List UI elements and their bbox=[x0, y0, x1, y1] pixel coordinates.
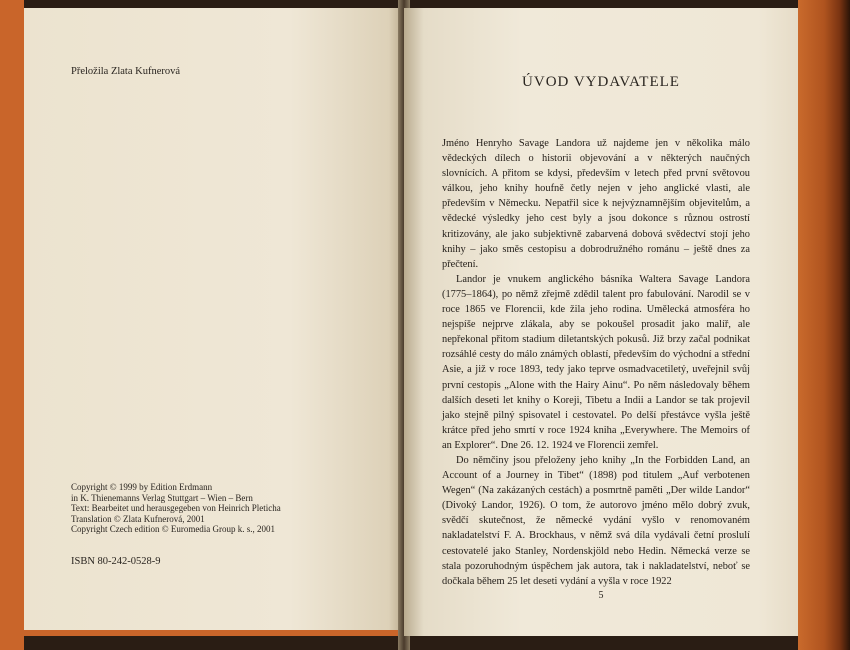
body-text bbox=[442, 136, 750, 589]
cover-edge-right bbox=[798, 0, 850, 650]
copyright-line: Copyright Czech edition © Euromedia Group k. s., 2001 bbox=[71, 524, 276, 535]
page-number: 5 bbox=[598, 590, 604, 601]
paragraph: Landor je vnukem anglického básníka Waltera Savage Landora (1775–1864), po němž zřejmě zdědil talent pro fabulování. Narodil se v roce 1865 ve Florencii, kde žila jeho rodina. Umělecká atmosféra ho nejspíše nejprve zlákala, aby se pokoušel prosadit jako malíř, ale nepřekonal přitom stadium diletantských pokusů. Již brzy začal podnikat rozsáhlé cesty do málo známých oblastí, především do východní a střední Asie, a již v roce 1893, tedy jako teprve osmadvacetiletý, uveřejnil svůj první cestopis „Alone with the Hairy Ainu“. Po něm následovaly během dalších deseti let knihy o Koreji, Tibetu a Indii a Landor se tak projevil jako stejně pilný spisovatel i cestovatel. Po delší přestávce vyšla ještě krátce před jeho smrtí v roce 1924 kniha „Everywhere. The Memoirs of an Explorer“. Dne 26. 12. 1924 ve Florencii zemřel. bbox=[442, 273, 750, 451]
isbn: ISBN 80-242-0528-9 bbox=[71, 556, 161, 567]
right-page bbox=[404, 8, 798, 636]
left-page bbox=[24, 8, 404, 636]
copyright-line: Text: Bearbeitet und herausgegeben von Heinrich Pleticha bbox=[71, 503, 281, 514]
paragraph: Jméno Henryho Savage Landora už najdeme jen v několika málo vědeckých dílech o historii objevování a v některých naučných slovnících. A přitom se kdysi, především v letech před první světovou válkou, jeho knihy houfně četly nejen v jeho anglické vlasti, ale především v Německu. Nepatřil sice k nejvýznamnějším objevitelům, a vědecké výsledky jeho cest byly a jsou dokonce s různou ostrostí kritizovány, ale jako subjektivně zabarvená dobová svědectví stojí jeho knihy – jako směs cestopisu a dobrodružného románu – ještě dnes za přečtení. bbox=[442, 138, 750, 270]
copyright-line: Copyright © 1999 by Edition Erdmann bbox=[71, 482, 213, 492]
chapter-title: ÚVOD VYDAVATELE bbox=[522, 74, 680, 90]
paragraph: Do němčiny jsou přeloženy jeho knihy „In the Forbidden Land, an Account of a Journey in Tibet“ (1898) pod titulem „Auf verbotenen Wegen“ (Na zakázaných cestách) a posmrtně paměti „Der wilde Landor“ (Divoký Landor, 1926). O tom, že autorovo jméno mělo dobrý zvuk, svědčí skutečnost, že německé vydání vyšlo v renomovaném nakladatelství F. A. Brockhaus, v němž svá díla vydávali četní proslulí cestovatelé jako Stanley, Nordenskjöld nebo Hedin. Německá verze se stala pozoruhodným úspěchem jak autora, tak i nakladatelství, neboť se dočkala během 25 let deseti vydání a vyšla v roce 1922 bbox=[442, 454, 750, 587]
copyright-line: Translation © Zlata Kufnerová, 2001 bbox=[71, 513, 205, 524]
cover-edge-left bbox=[0, 0, 24, 650]
copyright-block bbox=[71, 482, 281, 535]
copyright-line: in K. Thienemanns Verlag Stuttgart – Wien – Bern bbox=[71, 492, 253, 503]
translator-credit: Přeložila Zlata Kufnerová bbox=[71, 66, 181, 77]
